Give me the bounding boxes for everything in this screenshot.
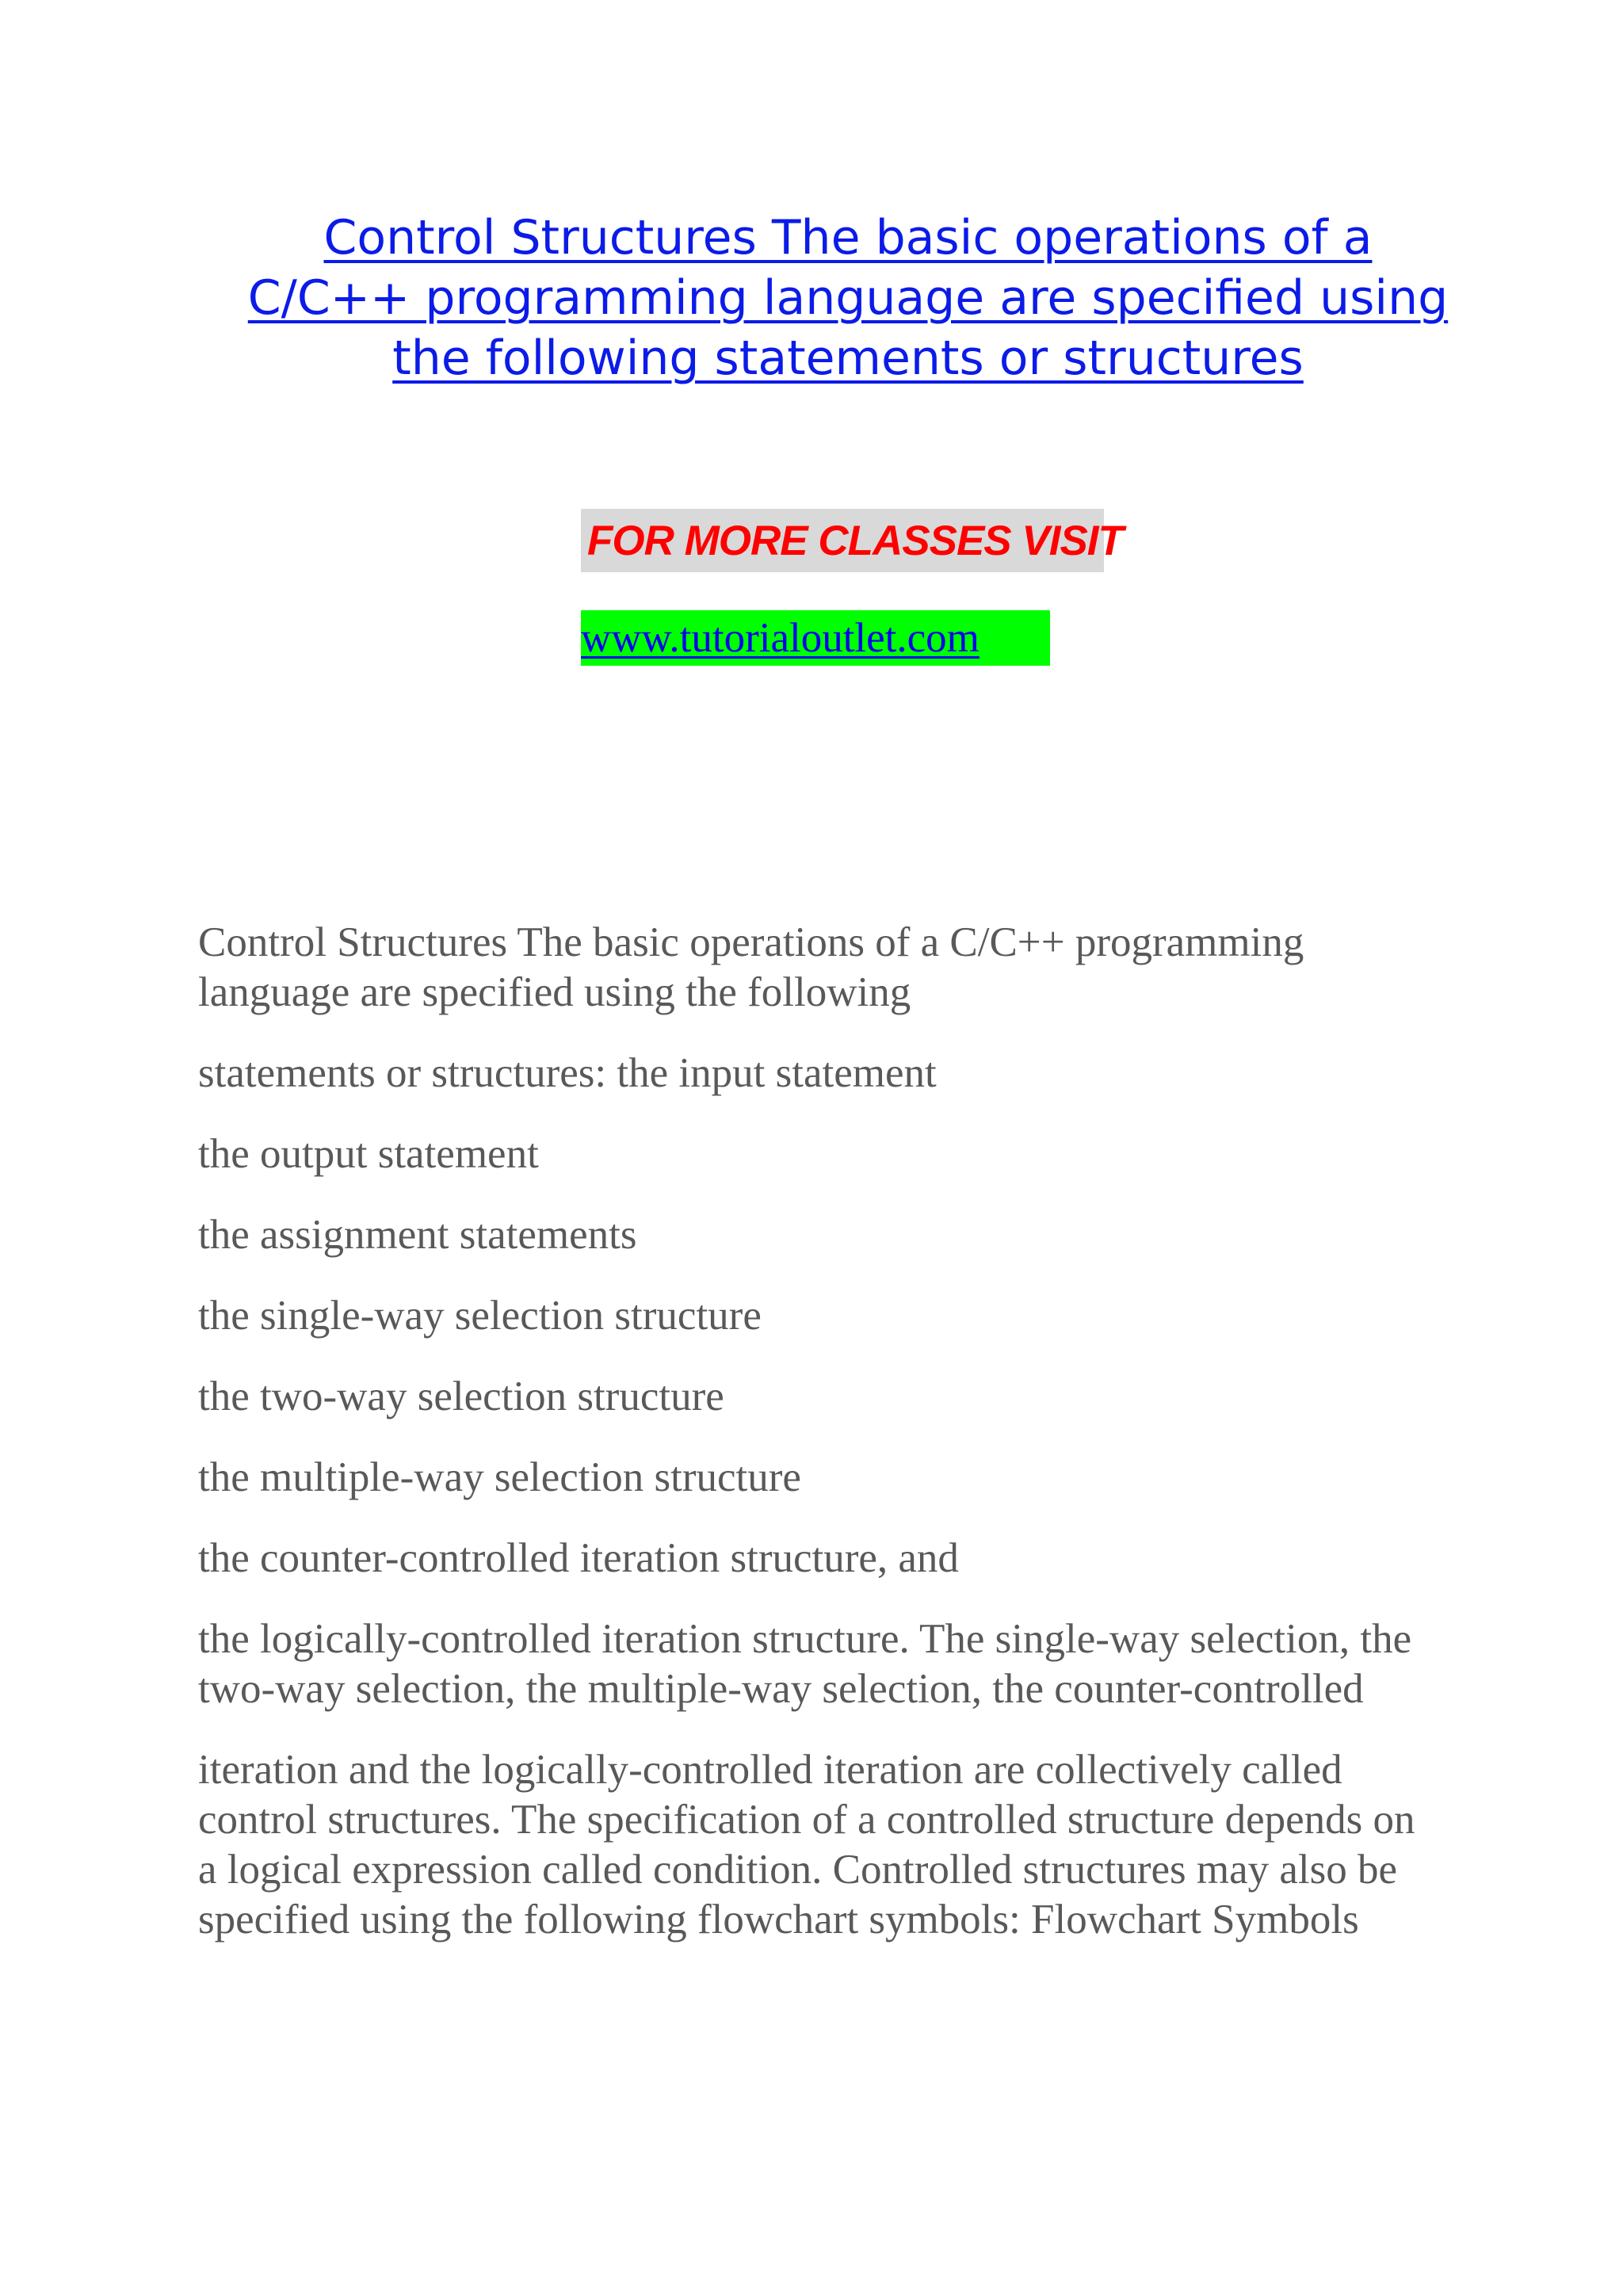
paragraph-5: the single-way selection structure: [198, 1293, 762, 1339]
paragraph-2: statements or structures: the input statement: [198, 1050, 937, 1096]
document-body: [198, 918, 1434, 1976]
title-line-3: the following statements or structures: [392, 330, 1304, 386]
title-line-1: Control Structures The basic operations of a: [323, 210, 1373, 266]
website-highlight: [581, 610, 1050, 666]
paragraph-3: the output statement: [198, 1131, 539, 1177]
paragraph-7: the multiple-way selection structure: [198, 1454, 801, 1500]
promo-text: FOR MORE CLASSES VISIT: [587, 517, 1123, 564]
paragraph-1: Control Structures The basic operations of a C/C++ programming language are specified using the following: [198, 919, 1304, 1015]
paragraph-10: iteration and the logically-controlled iteration are collectively called control structures. The specification of a controlled structure depends on a logical expression called condition. Controlled structures may also be specified using the following flowchart symbols: Flowchart Symbols: [198, 1747, 1415, 1943]
paragraph-9: the logically-controlled iteration structure. The single-way selection, the two-way selection, the multiple-way selection, the counter-controlled: [198, 1616, 1412, 1712]
promo-banner: [581, 509, 1123, 572]
paragraph-6: the two-way selection structure: [198, 1373, 724, 1419]
paragraph-4: the assignment statements: [198, 1212, 637, 1258]
paragraph-8: the counter-controlled iteration structure, and: [198, 1535, 959, 1581]
title-line-2: C/C++ programming language are specified using: [247, 270, 1449, 326]
document-title-link[interactable]: [158, 208, 1537, 388]
website-link[interactable]: www.tutorialoutlet.com: [581, 615, 980, 661]
